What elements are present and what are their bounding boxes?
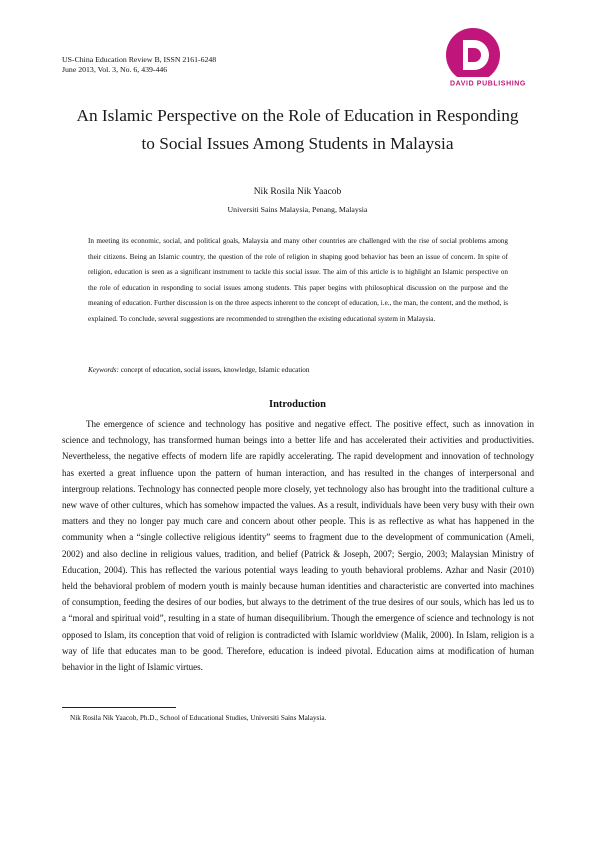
footnote-divider: [62, 707, 176, 708]
journal-name: US-China Education Review B, ISSN 2161-6248: [62, 55, 217, 64]
keywords-text: concept of education, social issues, knowledge, Islamic education: [120, 366, 310, 374]
logo-text: DAVID PUBLISHING: [450, 80, 526, 88]
journal-issue: June 2013, Vol. 3, No. 6, 439-446: [62, 65, 168, 74]
david-publishing-logo: [434, 28, 540, 90]
author-affiliation: Universiti Sains Malaysia, Penang, Malaysia: [227, 205, 368, 214]
title-line-1: An Islamic Perspective on the Role of Education in Responding: [76, 106, 519, 125]
title-line-2: to Social Issues Among Students in Malaysia: [141, 134, 454, 153]
keywords: [88, 365, 508, 375]
journal-header: [62, 55, 216, 75]
section-heading: Introduction: [269, 399, 326, 410]
author-name: Nik Rosila Nik Yaacob: [253, 187, 342, 197]
footnote: Nik Rosila Nik Yaacob, Ph.D., School of Educational Studies, Universiti Sains Malaysia.: [70, 714, 327, 722]
body-paragraph: The emergence of science and technology has positive and negative effect. The positive effect, such as innovation in science and technology, has transformed human beings into a better life and has accelerated their activities and productivities. Nevertheless, the negative effects of modern life are rapidly accelerating. The rapid development and innovation of technology has exerted a great influence upon the pattern of human interaction, and has resulted in the changes of interpersonal and intergroup relations. Technology has connected people more closely, yet technology also has brought into the traditional culture a new wave of other cultures, which has somehow impacted the values. As a result, individuals have been very busy with their own matters and they no longer pay much care and concern about other people. This is as reflective as what has happened in the community when a “single collective religious identity” seems to fragment due to the development of communication (Ameli, 2002) and also decline in religious values, tradition, and belief (Patrick & Joseph, 2007; Sergio, 2003; Malaysian Ministry of Education, 2004). This has reflected the various potential ways leading to youth behavioral problems. Azhar and Nasir (2010) held the behavioral problem of modern youth is mainly because human identities and characteristic are converted into machines of consumption, feeding the desires of our bodies, but always to the detriment of the true desires of our souls, which has led us to a “moral and spiritual void”, resulting in a state of human disequilibrium. Though the emergence of science and technology is not opposed to Islam, its conception that void of religion is contradicted with Islamic worldview (Malik, 2000). In Islam, religion is a way of life that educates man to be good. Therefore, education is indeed pivotal. Education aims at modification of human behavior in the light of Islamic virtues.: [62, 419, 534, 673]
abstract: In meeting its economic, social, and political goals, Malaysia and many other countries are challenged with the rise of social problems among their citizens. Being an Islamic country, the question of the role of religion in shaping good behavior has been an issue of concern. In spite of religion, education is seen as a significant instrument to tackle this social issue. The aim of this article is to highlight an Islamic perspective on the role of education in responding to social issues among students. This paper begins with philosophical discussion on the purpose and the meaning of education. Further discussion is on the three aspects inherent to the concept of education, i.e., the man, the content, and the method, is explained. To conclude, several suggestions are recommended to strengthen the existing educational system in Malaysia.: [88, 237, 508, 323]
page-title: [52, 102, 543, 158]
keywords-label: Keywords:: [88, 366, 119, 374]
